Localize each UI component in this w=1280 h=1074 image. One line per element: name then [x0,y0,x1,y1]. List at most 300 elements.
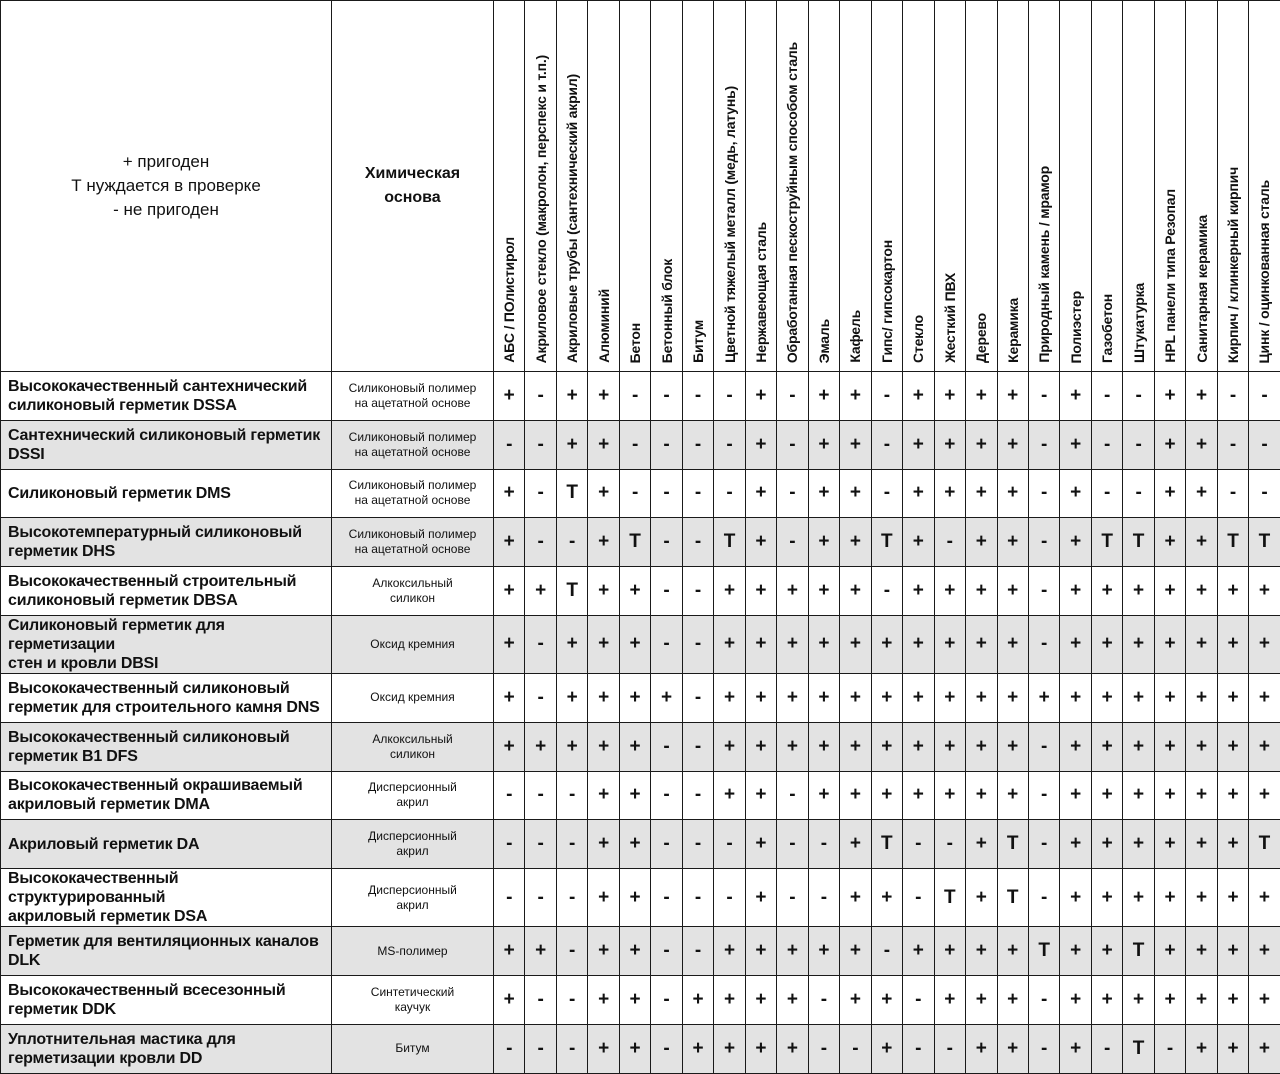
product-name [1,771,332,820]
material-header [714,1,745,372]
compatibility-cell: + [714,771,745,820]
material-label: Кафель [847,310,863,363]
compatibility-cell: + [619,722,650,771]
compatibility-cell: - [903,975,934,1024]
compatibility-cell: - [494,420,525,469]
compatibility-cell: + [840,469,871,518]
material-header [745,1,776,372]
chemical-base-line: акрил [332,898,493,913]
compatibility-cell: + [903,420,934,469]
compatibility-cell: Т [1249,518,1280,567]
compatibility-cell: + [1154,927,1185,976]
product-name-line: Уплотнительная мастика для [8,1030,327,1049]
compatibility-cell: + [966,820,997,869]
compatibility-cell: + [840,869,871,927]
compatibility-cell: + [1154,372,1185,421]
compatibility-cell: - [777,469,808,518]
compatibility-cell: - [903,869,934,927]
table-row [1,673,1280,722]
compatibility-cell: + [966,567,997,616]
material-header [682,1,713,372]
compatibility-cell: + [903,372,934,421]
compatibility-cell: + [997,927,1028,976]
compatibility-cell: + [1060,372,1091,421]
compatibility-cell: - [682,927,713,976]
compatibility-cell: - [1028,820,1059,869]
compatibility-cell: - [714,820,745,869]
chemical-base [332,771,494,820]
compatibility-cell: - [1028,518,1059,567]
compatibility-cell: + [840,722,871,771]
compatibility-cell: + [1091,567,1122,616]
compatibility-cell: + [1249,615,1280,673]
chemical-base-line: Силиконовый полимер [332,381,493,396]
compatibility-cell: + [1060,771,1091,820]
compatibility-cell: + [966,771,997,820]
compatibility-cell: - [651,420,682,469]
compatibility-cell: + [1249,927,1280,976]
compatibility-cell: - [651,567,682,616]
compatibility-cell: - [651,869,682,927]
compatibility-cell: + [745,615,776,673]
compatibility-cell: + [840,372,871,421]
product-name-line: DSSI [8,445,327,464]
material-label: Стекло [910,315,926,363]
table-row [1,820,1280,869]
table-row [1,567,1280,616]
compatibility-cell: - [808,820,839,869]
compatibility-cell: - [1091,1024,1122,1073]
compatibility-cell: - [1249,372,1280,421]
compatibility-cell: - [556,518,587,567]
compatibility-cell: - [1091,469,1122,518]
material-label: Полиэстер [1068,291,1084,364]
product-name [1,1024,332,1073]
product-name-line: Высококачественный окрашиваемый [8,776,327,795]
compatibility-cell: + [619,771,650,820]
material-label: Керамика [1005,298,1021,363]
product-name-line: герметик для строительного камня DNS [8,698,327,717]
compatibility-cell: + [966,518,997,567]
compatibility-cell: + [777,975,808,1024]
material-header [1060,1,1091,372]
compatibility-cell: + [714,1024,745,1073]
compatibility-cell: - [1028,567,1059,616]
chemical-base-line: каучук [332,1000,493,1015]
compatibility-cell: Т [997,820,1028,869]
compatibility-cell: - [871,567,902,616]
compatibility-cell: - [1028,372,1059,421]
table-row [1,469,1280,518]
compatibility-cell: + [1186,420,1217,469]
compatibility-cell: - [840,1024,871,1073]
compatibility-cell: + [1249,975,1280,1024]
compatibility-cell: + [619,820,650,869]
product-name-line: акриловый герметик DMA [8,795,327,814]
compatibility-cell: + [903,771,934,820]
compatibility-cell: - [651,372,682,421]
compatibility-cell: - [651,615,682,673]
product-name [1,722,332,771]
compatibility-cell: - [525,1024,556,1073]
compatibility-cell: + [588,673,619,722]
compatibility-cell: - [934,518,965,567]
table-row [1,975,1280,1024]
compatibility-cell: - [871,469,902,518]
compatibility-cell: - [682,722,713,771]
compatibility-cell: - [1091,372,1122,421]
chemical-base-line: на ацетатной основе [332,542,493,557]
compatibility-cell: - [777,820,808,869]
compatibility-cell: - [1217,372,1248,421]
compatibility-cell: - [1028,771,1059,820]
chemical-base-header-line2: основа [332,186,493,210]
chemical-base-line: Алкоксильный [332,576,493,591]
material-label: Алюминий [596,289,612,363]
compatibility-cell: + [1060,420,1091,469]
compatibility-cell: + [1060,615,1091,673]
material-label: Битум [690,320,706,363]
compatibility-cell: + [871,722,902,771]
compatibility-cell: - [1249,420,1280,469]
compatibility-cell: - [1028,722,1059,771]
product-name [1,372,332,421]
material-header [494,1,525,372]
compatibility-cell: - [651,975,682,1024]
material-label: Штукатурка [1131,283,1147,363]
compatibility-cell: + [997,469,1028,518]
compatibility-cell: - [1028,975,1059,1024]
compatibility-cell: Т [619,518,650,567]
compatibility-cell: + [934,927,965,976]
compatibility-cell: - [682,469,713,518]
compatibility-cell: + [1091,869,1122,927]
chemical-base-header [332,1,494,372]
material-label: Эмаль [816,319,832,363]
compatibility-cell: + [525,722,556,771]
compatibility-cell: - [494,771,525,820]
compatibility-cell: + [619,869,650,927]
table-row [1,518,1280,567]
compatibility-cell: + [1060,469,1091,518]
compatibility-cell: + [934,771,965,820]
compatibility-cell: + [966,615,997,673]
compatibility-cell: - [1123,372,1154,421]
compatibility-cell: + [588,567,619,616]
compatibility-cell: + [966,869,997,927]
compatibility-cell: + [619,927,650,976]
compatibility-cell: + [714,673,745,722]
compatibility-cell: - [525,673,556,722]
compatibility-cell: - [1028,469,1059,518]
compatibility-cell: + [494,372,525,421]
compatibility-cell: + [556,372,587,421]
compatibility-cell: + [997,518,1028,567]
chemical-base-line: Оксид кремния [332,690,493,705]
product-name-line: Акриловый герметик DA [8,835,327,854]
chemical-base-line: Синтетический [332,985,493,1000]
chemical-base [332,975,494,1024]
compatibility-cell: + [966,469,997,518]
product-name-line: силиконовый герметик DSSA [8,396,327,415]
compatibility-cell: + [619,1024,650,1073]
compatibility-cell: + [777,615,808,673]
compatibility-cell: + [556,722,587,771]
compatibility-cell: + [651,673,682,722]
product-name-line: Высококачественный структурированный [8,869,327,907]
compatibility-cell: + [1091,820,1122,869]
compatibility-cell: + [714,927,745,976]
compatibility-cell: - [777,869,808,927]
compatibility-cell: + [1217,722,1248,771]
compatibility-cell: + [1154,615,1185,673]
compatibility-cell: - [682,820,713,869]
compatibility-cell: + [1154,518,1185,567]
table-row [1,722,1280,771]
compatibility-cell: + [588,372,619,421]
legend-suitable: + пригоден [1,150,331,174]
compatibility-cell: + [934,420,965,469]
material-header [997,1,1028,372]
compatibility-cell: + [714,567,745,616]
compatibility-cell: + [1123,771,1154,820]
compatibility-cell: + [494,615,525,673]
compatibility-cell: + [777,722,808,771]
material-header [871,1,902,372]
compatibility-cell: + [997,771,1028,820]
compatibility-cell: + [745,420,776,469]
compatibility-cell: + [588,469,619,518]
compatibility-cell: + [840,927,871,976]
chemical-base-line: Силиконовый полимер [332,527,493,542]
chemical-base [332,1024,494,1073]
chemical-base-line: Битум [332,1041,493,1056]
compatibility-cell: Т [1028,927,1059,976]
compatibility-cell: + [1249,567,1280,616]
compatibility-cell: - [1028,615,1059,673]
compatibility-cell: + [525,567,556,616]
compatibility-cell: - [525,469,556,518]
compatibility-cell: - [556,1024,587,1073]
compatibility-cell: + [1154,820,1185,869]
material-label: Цветной тяжелый металл (медь, латунь) [722,86,738,363]
compatibility-cell: + [745,975,776,1024]
compatibility-cell: + [745,673,776,722]
compatibility-cell: - [494,1024,525,1073]
compatibility-cell: + [619,975,650,1024]
compatibility-cell: - [777,771,808,820]
material-header [1217,1,1248,372]
compatibility-cell: - [682,869,713,927]
compatibility-cell: + [1217,820,1248,869]
compatibility-cell: + [1186,372,1217,421]
compatibility-cell: + [494,673,525,722]
material-header [777,1,808,372]
compatibility-cell: + [1249,869,1280,927]
material-header [1186,1,1217,372]
compatibility-cell: - [1154,1024,1185,1073]
compatibility-cell: + [777,1024,808,1073]
compatibility-cell: + [934,673,965,722]
table-row [1,771,1280,820]
compatibility-cell: - [808,869,839,927]
compatibility-cell: + [714,615,745,673]
compatibility-cell: - [556,975,587,1024]
product-name [1,673,332,722]
compatibility-cell: - [871,420,902,469]
compatibility-cell: + [1123,722,1154,771]
compatibility-cell: + [1217,975,1248,1024]
compatibility-cell: - [525,869,556,927]
compatibility-cell: - [903,1024,934,1073]
compatibility-cell: Т [1123,518,1154,567]
material-header [1028,1,1059,372]
compatibility-cell: + [1091,771,1122,820]
compatibility-cell: + [588,518,619,567]
compatibility-cell: - [1028,420,1059,469]
compatibility-cell: - [494,820,525,869]
compatibility-cell: - [682,673,713,722]
compatibility-cell: - [682,372,713,421]
compatibility-cell: + [588,975,619,1024]
compatibility-cell: + [808,567,839,616]
compatibility-cell: + [840,420,871,469]
compatibility-cell: - [1028,869,1059,927]
chemical-base-line: силикон [332,591,493,606]
compatibility-cell: + [588,771,619,820]
compatibility-cell: + [966,722,997,771]
material-header [1154,1,1185,372]
compatibility-cell: + [808,771,839,820]
compatibility-cell: + [682,975,713,1024]
compatibility-cell: Т [1123,1024,1154,1073]
compatibility-cell: + [871,673,902,722]
compatibility-cell: + [934,567,965,616]
chemical-base-line: Оксид кремния [332,637,493,652]
compatibility-cell: + [1123,869,1154,927]
compatibility-cell: + [1186,771,1217,820]
compatibility-cell: + [1154,567,1185,616]
compatibility-cell: - [1217,469,1248,518]
compatibility-cell: + [1154,469,1185,518]
product-name [1,469,332,518]
compatibility-cell: + [777,673,808,722]
compatibility-cell: - [682,567,713,616]
chemical-base [332,869,494,927]
compatibility-cell: + [871,869,902,927]
compatibility-cell: + [588,869,619,927]
chemical-base-line: на ацетатной основе [332,445,493,460]
chemical-base-line: на ацетатной основе [332,493,493,508]
compatibility-cell: - [934,1024,965,1073]
chemical-base [332,567,494,616]
compatibility-cell: + [1123,615,1154,673]
compatibility-cell: - [494,869,525,927]
compatibility-cell: Т [871,820,902,869]
material-header [840,1,871,372]
product-name-line: Силиконовый герметик для герметизации [8,616,327,654]
compatibility-cell: + [714,722,745,771]
compatibility-cell: + [588,722,619,771]
compatibility-cell: - [651,722,682,771]
material-label: Акриловое стекло (макролон, перспекс и т.п.) [533,55,549,363]
material-label: Кирпич / клинкерный кирпич [1225,167,1241,363]
compatibility-cell: - [808,975,839,1024]
chemical-base [332,372,494,421]
compatibility-cell: + [934,975,965,1024]
compatibility-cell: Т [871,518,902,567]
table-row [1,1024,1280,1073]
compatibility-cell: + [903,469,934,518]
compatibility-cell: - [682,615,713,673]
product-name-line: герметизации кровли DD [8,1049,327,1068]
compatibility-cell: + [1186,722,1217,771]
chemical-base [332,927,494,976]
compatibility-cell: + [1091,927,1122,976]
legend-unsuitable: - не пригоден [1,198,331,222]
table-row [1,372,1280,421]
compatibility-cell: - [682,518,713,567]
product-name [1,869,332,927]
material-header [1091,1,1122,372]
compatibility-cell: - [682,420,713,469]
compatibility-cell: + [1217,869,1248,927]
compatibility-cell: + [997,420,1028,469]
compatibility-cell: + [1060,722,1091,771]
product-name [1,927,332,976]
compatibility-cell: + [808,927,839,976]
product-name-line: Сантехнический силиконовый герметик [8,426,327,445]
chemical-base [332,722,494,771]
compatibility-cell: + [1123,673,1154,722]
compatibility-cell: - [714,469,745,518]
compatibility-cell: Т [997,869,1028,927]
compatibility-cell: + [871,1024,902,1073]
material-label: Дерево [973,313,989,363]
compatibility-cell: + [997,615,1028,673]
product-name [1,820,332,869]
compatibility-cell: + [966,927,997,976]
compatibility-cell: + [745,469,776,518]
product-name-line: стен и кровли DBSI [8,654,327,673]
chemical-base [332,518,494,567]
compatibility-cell: + [1154,420,1185,469]
material-header [619,1,650,372]
compatibility-cell: + [966,372,997,421]
compatibility-cell: + [745,722,776,771]
compatibility-cell: + [1186,673,1217,722]
compatibility-cell: - [525,975,556,1024]
compatibility-cell: - [651,927,682,976]
compatibility-cell: + [840,673,871,722]
compatibility-cell: + [1186,975,1217,1024]
compatibility-cell: + [934,722,965,771]
chemical-base-line: Дисперсионный [332,780,493,795]
product-name [1,420,332,469]
material-label: Жесткий ПВХ [942,273,958,363]
material-header [651,1,682,372]
product-name-line: DLK [8,951,327,970]
compatibility-cell: + [682,1024,713,1073]
compatibility-cell: + [494,722,525,771]
compatibility-cell: + [588,927,619,976]
compatibility-cell: + [1154,869,1185,927]
product-name-line: Высокотемпературный силиконовый [8,523,327,542]
compatibility-cell: + [525,927,556,976]
chemical-base [332,420,494,469]
compatibility-cell: + [494,518,525,567]
chemical-base [332,615,494,673]
